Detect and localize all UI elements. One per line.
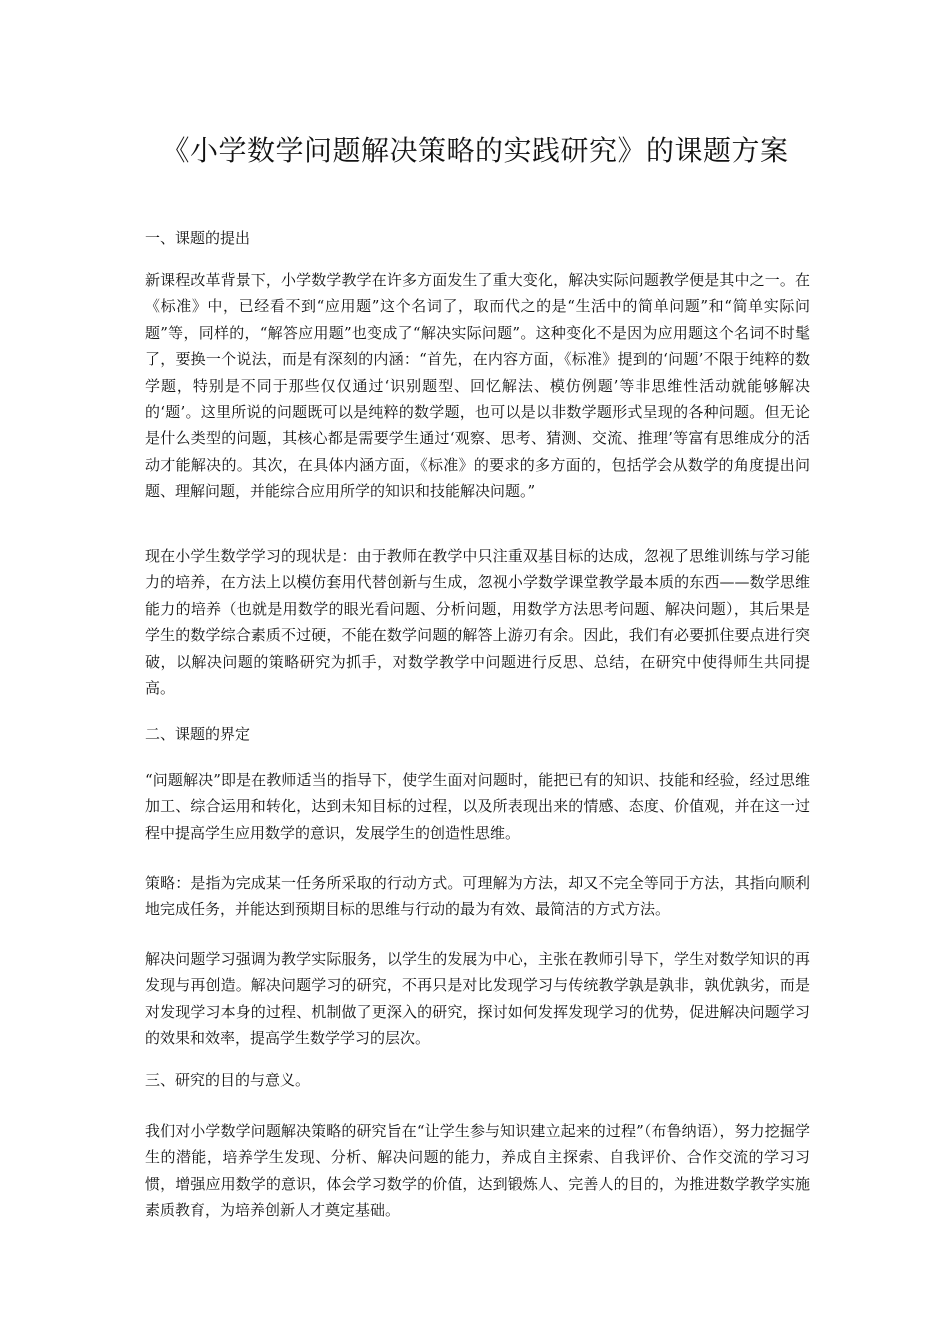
section-3-paragraph-1: 我们对小学数学问题解决策略的研究旨在“让学生参与知识建立起来的过程”（布鲁纳语），努力挖掘学生的潜能，培养学生发现、分析、解决问题的能力，养成自主探索、自我评价、合作交流的学习习惯，增强应用数学的意识，体会学习数学的价值，达到锻炼人、完善人的目的，为推进数学教学实施素质教育，为培养创新人才奠定基础。	[145, 1122, 810, 1220]
section-heading-2: 二、课题的界定	[145, 725, 251, 743]
section-1-paragraph-2: 现在小学生数学学习的现状是：由于教师在教学中只注重双基目标的达成，忽视了思维训练与学习能力的培养，在方法上以模仿套用代替创新与生成，忽视小学数学课堂教学最本质的东西——数学思维能力的培养（也就是用数学的眼光看问题、分析问题，用数学方法思考问题、解决问题），其后果是学生的数学综合素质不过硬，不能在数学问题的解答上游刃有余。因此，我们有必要抓住要点进行突破，以解决问题的策略研究为抓手，对数学教学中问题进行反思、总结，在研究中使得师生共同提高。	[145, 547, 810, 698]
section-2-paragraph-3: 解决问题学习强调为教学实际服务，以学生的发展为中心，主张在教师引导下，学生对数学知识的再发现与再创造。解决问题学习的研究，不再只是对比发现学习与传统教学孰是孰非，孰优孰劣，而是对发现学习本身的过程、机制做了更深入的研究，探讨如何发挥发现学习的优势，促进解决问题学习的效果和效率，提高学生数学学习的层次。	[145, 950, 810, 1048]
section-heading-1: 一、课题的提出	[145, 229, 251, 247]
section-1-paragraph-1: 新课程改革背景下，小学数学教学在许多方面发生了重大变化，解决实际问题教学便是其中之一。在《标准》中，已经看不到“应用题”这个名词了，取而代之的是“生活中的简单问题”和“简单实际问题”等，同样的，“解答应用题”也变成了“解决实际问题”。这种变化不是因为应用题这个名词不时髦了，要换一个说法，而是有深刻的内涵：“首先，在内容方面，《标准》提到的‘问题’不限于纯粹的数学题，特别是不同于那些仅仅通过‘识别题型、回忆解法、模仿例题’等非思维性活动就能够解决的‘题’。这里所说的问题既可以是纯粹的数学题，也可以是以非数学题形式呈现的各种问题。但无论是什么类型的问题，其核心都是需要学生通过‘观察、思考、猜测、交流、推理’等富有思维成分的活动才能解决的。其次，在具体内涵方面，《标准》的要求的多方面的，包括学会从数学的角度提出问题、理解问题，并能综合应用所学的知识和技能解决问题。”	[145, 271, 810, 501]
section-2-paragraph-1: “问题解决”即是在教师适当的指导下，使学生面对问题时，能把已有的知识、技能和经验，经过思维加工、综合运用和转化，达到未知目标的过程，以及所表现出来的情感、态度、价值观，并在这一过程中提高学生应用数学的意识，发展学生的创造性思维。	[145, 771, 810, 842]
section-heading-3: 三、研究的目的与意义。	[145, 1071, 311, 1089]
document-title: 《小学数学问题解决策略的实践研究》的课题方案	[161, 134, 789, 167]
section-2-paragraph-2: 策略：是指为完成某一任务所采取的行动方式。可理解为方法，却又不完全等同于方法，其指向顺利地完成任务，并能达到预期目标的思维与行动的最为有效、最简洁的方式方法。	[145, 874, 810, 919]
